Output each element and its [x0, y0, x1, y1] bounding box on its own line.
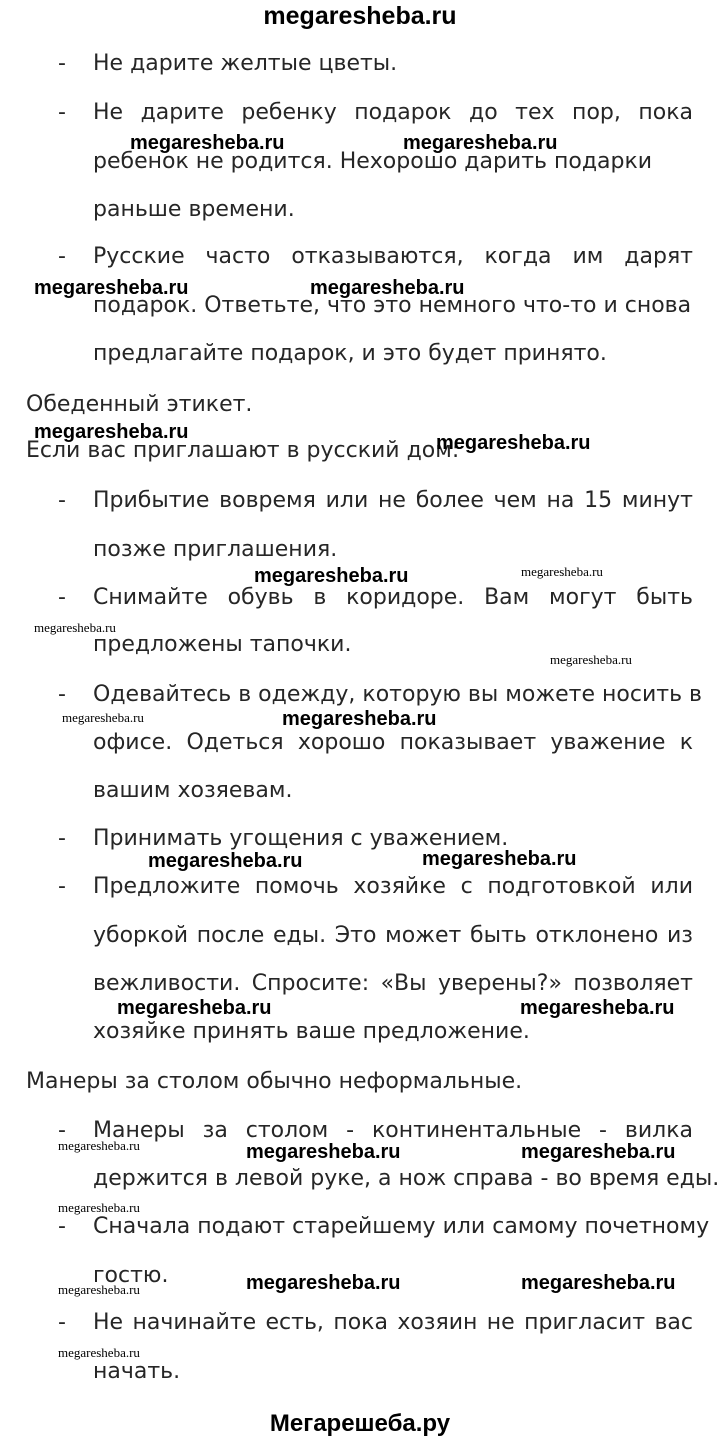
bullet-dash: - [58, 488, 66, 513]
watermark: megaresheba.ru [58, 1138, 140, 1153]
list-item-line: Манеры за столом - континентальные - вилка [93, 1118, 693, 1143]
site-header-watermark: megaresheba.ru [263, 2, 457, 30]
list-item-line: Принимать угощения с уважением. [93, 826, 509, 851]
intro-home-visit: Если вас приглашают в русский дом: [26, 438, 460, 463]
list-item-line: вашим хозяевам. [93, 778, 293, 803]
watermark: megaresheba.ru [403, 132, 558, 154]
watermark: megaresheba.ru [58, 1200, 140, 1215]
watermark: megaresheba.ru [521, 1141, 676, 1163]
list-item-line: гостю. [93, 1263, 169, 1288]
section-heading-dining: Обеденный этикет. [26, 392, 253, 417]
site-footer-watermark: Мегарешеба.ру [269, 1410, 451, 1437]
list-item-line: Не начинайте есть, пока хозяин не пригласит вас [93, 1310, 693, 1335]
bullet-dash: - [58, 682, 66, 707]
watermark: megaresheba.ru [422, 848, 577, 870]
list-item-line: Русские часто отказываются, когда им дарят [93, 244, 693, 269]
list-item-line: Не дарите желтые цветы. [93, 51, 398, 76]
section-heading-table-manners: Манеры за столом обычно неформальные. [26, 1069, 523, 1094]
watermark: megaresheba.ru [246, 1272, 401, 1294]
list-item-line: хозяйке принять ваше предложение. [93, 1019, 530, 1044]
watermark: megaresheba.ru [520, 997, 675, 1019]
bullet-dash: - [58, 100, 66, 125]
bullet-dash: - [58, 585, 66, 610]
list-item-line: Сначала подают старейшему или самому почетному [93, 1214, 710, 1239]
watermark: megaresheba.ru [58, 1282, 140, 1297]
watermark: megaresheba.ru [246, 1141, 401, 1163]
list-item-line: Одевайтесь в одежду, которую вы можете носить в [93, 682, 702, 707]
watermark: megaresheba.ru [130, 132, 285, 154]
watermark: megaresheba.ru [521, 1272, 676, 1294]
watermark: megaresheba.ru [117, 997, 272, 1019]
watermark: megaresheba.ru [521, 564, 603, 579]
list-item-line: офисе. Одеться хорошо показывает уважение к [93, 730, 693, 755]
bullet-dash: - [58, 1214, 66, 1239]
list-item-line: ребенок не родится. Нехорошо дарить подарки [93, 149, 653, 174]
watermark: megaresheba.ru [310, 277, 465, 299]
list-item-line: Предложите помочь хозяйке с подготовкой или [93, 874, 693, 899]
watermark: megaresheba.ru [148, 850, 303, 872]
list-item-line: Снимайте обувь в коридоре. Вам могут быть [93, 585, 693, 610]
list-item-line: уборкой после еды. Это может быть отклонено из [93, 923, 693, 948]
watermark: megaresheba.ru [62, 710, 144, 725]
watermark: megaresheba.ru [34, 277, 189, 299]
watermark: megaresheba.ru [34, 421, 189, 443]
watermark: megaresheba.ru [58, 1345, 140, 1360]
bullet-dash: - [58, 244, 66, 269]
list-item-line: предложены тапочки. [93, 632, 352, 657]
list-item-line: начать. [93, 1359, 181, 1384]
list-item-line: держится в левой руке, а нож справа - во время еды. [93, 1166, 720, 1191]
bullet-dash: - [58, 826, 66, 851]
watermark: megaresheba.ru [254, 565, 409, 587]
watermark: megaresheba.ru [550, 652, 632, 667]
list-item-line: Не дарите ребенку подарок до тех пор, пока [93, 100, 693, 125]
bullet-dash: - [58, 874, 66, 899]
watermark: megaresheba.ru [34, 620, 116, 635]
list-item-line: подарок. Ответьте, что это немного что-то и снова [93, 293, 692, 318]
list-item-line: предлагайте подарок, и это будет принято. [93, 341, 607, 366]
bullet-dash: - [58, 51, 66, 76]
bullet-dash: - [58, 1118, 66, 1143]
watermark: megaresheba.ru [436, 432, 591, 454]
list-item-line: Прибытие вовремя или не более чем на 15 минут [93, 488, 693, 513]
list-item-line: раньше времени. [93, 197, 295, 222]
watermark: megaresheba.ru [282, 708, 437, 730]
list-item-line: позже приглашения. [93, 537, 338, 562]
bullet-dash: - [58, 1310, 66, 1335]
list-item-line: вежливости. Спросите: «Вы уверены?» позволяет [93, 971, 693, 996]
